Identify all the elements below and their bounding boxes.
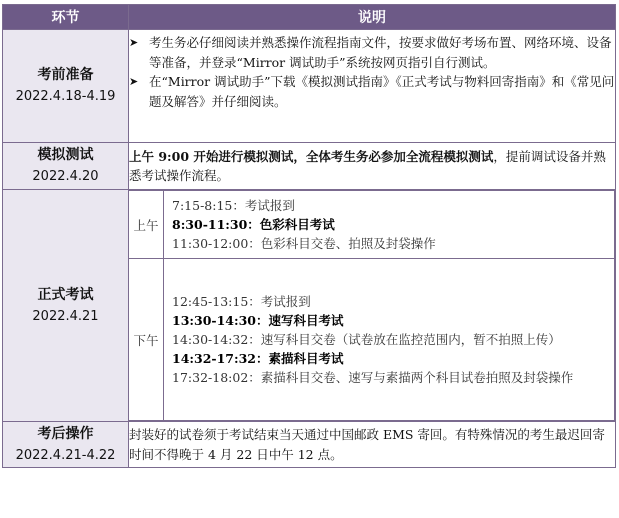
schedule-item: 17:32-18:02：素描科目交卷、速写与素描两个科目试卷拍照及封袋操作 (172, 370, 574, 385)
stage-date: 2022.4.21-4.22 (15, 447, 116, 463)
table-row (3, 143, 616, 190)
arrow-bullet-icon: ➤ (129, 36, 139, 49)
schedule-item: 7:15-8:15：考试报到 (172, 198, 295, 213)
session-morning (129, 191, 615, 259)
stage-cell-exam (3, 190, 129, 422)
schedule-item: 14:30-14:32：速写科目交卷（试卷放在监控范围内，暂不拍照上传） (172, 332, 561, 347)
session-afternoon (129, 259, 615, 421)
stage-date: 2022.4.18-4.19 (15, 89, 116, 104)
stage-name: 正式考试 (37, 286, 94, 303)
stage-name: 考后操作 (37, 425, 94, 442)
bullet-item (129, 33, 615, 72)
bullet-text: 考生务必仔细阅读并熟悉操作流程指南文件，按要求做好考场布置、网络环境、设备等准备，并登录“Mirror 调试助手”系统按网页指引自行测试。 (149, 35, 612, 70)
afternoon-label: 下午 (129, 259, 164, 421)
schedule-item: 12:45-13:15：考试报到 (172, 294, 311, 309)
schedule-item: 14:32-17:32：素描科目考试 (172, 351, 344, 366)
morning-items (164, 191, 615, 259)
stage-date: 2022.4.21 (32, 308, 99, 324)
exam-sessions (129, 190, 615, 421)
table-header-row (3, 5, 616, 30)
schedule-item: 11:30-12:00：色彩科目交卷、拍照及封袋操作 (172, 236, 436, 251)
arrow-bullet-icon: ➤ (129, 75, 139, 88)
afternoon-items (164, 259, 615, 421)
stage-cell-post (3, 422, 129, 468)
desc-cell-post: 封装好的试卷须于考试结束当天通过中国邮政 EMS 寄回。有特殊情况的考生最迟回寄时间不得晚于 4 月 22 日中午 12 点。 (129, 422, 616, 468)
desc-cell-exam (129, 190, 616, 422)
stage-name: 考前准备 (37, 67, 94, 83)
desc-cell-mock (129, 143, 616, 190)
header-stage: 环节 (3, 5, 129, 30)
header-description: 说明 (129, 5, 616, 30)
desc-cell-prep (129, 30, 616, 143)
mock-bold-text: 上午 9:00 开始进行模拟测试，全体考生务必参加全流程模拟测试 (129, 148, 494, 164)
schedule-table (2, 4, 616, 468)
table-row (3, 190, 616, 422)
bullet-text: 在“Mirror 调试助手”下载《模拟测试指南》《正式考试与物料回寄指南》和《常见问题及解答》并仔细阅读。 (149, 74, 615, 109)
stage-cell-prep (3, 30, 129, 143)
stage-cell-mock (3, 143, 129, 190)
table-row (3, 422, 616, 468)
morning-label: 上午 (129, 191, 164, 259)
bullet-item (129, 72, 615, 111)
table-row (3, 30, 616, 143)
schedule-item: 13:30-14:30：速写科目考试 (172, 313, 344, 328)
mock-rest-text: ，提前调试设备并熟悉考试操作流程。 (129, 148, 606, 183)
schedule-item: 8:30-11:30：色彩科目考试 (172, 217, 335, 232)
stage-date: 2022.4.20 (32, 169, 99, 184)
stage-name: 模拟测试 (37, 147, 94, 163)
